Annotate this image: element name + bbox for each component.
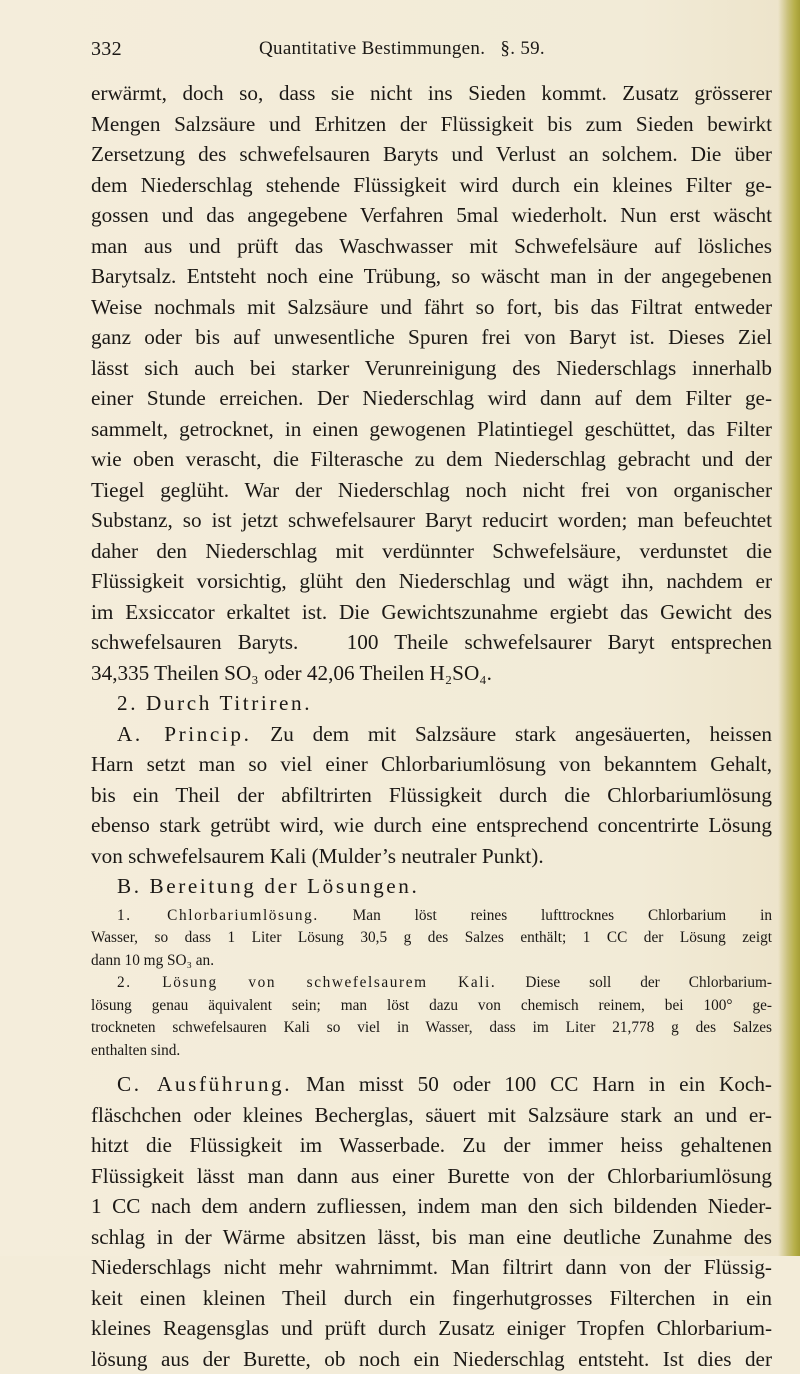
text-line: 1 CC nach dem andern zufliessen, indem man den sich bildenden Nieder-	[91, 1191, 772, 1222]
text-line: keit einen kleinen Theil durch ein fingerhutgrosses Filterchen in ein	[91, 1283, 772, 1314]
running-title: Quantitative Bestimmungen. §. 59.	[259, 38, 545, 60]
text-line: Tiegel geglüht. War der Niederschlag noch nicht frei von organischer	[91, 475, 772, 506]
text-line: daher den Niederschlag mit verdünnter Schwefelsäure, verdunstet die	[91, 536, 772, 567]
text-line: von schwefelsaurem Kali (Mulder’s neutraler Punkt).	[91, 841, 772, 872]
section-heading-titration	[91, 688, 772, 719]
preparation-heading-text: B. Bereitung der Lösungen.	[117, 874, 419, 898]
text-line: Niederschlags nicht mehr wahrnimmt. Man filtrirt dann von der Flüssig-	[91, 1252, 772, 1283]
text-line: bis ein Theil der abfiltrirten Flüssigkeit durch die Chlorbariumlösung	[91, 780, 772, 811]
text-line: Substanz, so ist jetzt schwefelsaurer Baryt reducirt worden; man befeuchtet	[91, 505, 772, 536]
execution-label: C. Ausführung.	[117, 1072, 292, 1096]
text-line	[91, 972, 772, 995]
text-line: lösung genau äquivalent sein; man löst dazu von chemisch reinem, bei 100° ge-	[91, 995, 772, 1018]
page-number: 332	[91, 38, 122, 61]
text-line: Flüssigkeit lässt man dann aus einer Burette von der Chlorbariumlösung	[91, 1161, 772, 1192]
text-line: Flüssigkeit vorsichtig, glüht den Niederschlag und wägt ihn, nachdem er	[91, 566, 772, 597]
text-line: Barytsalz. Entsteht noch eine Trübung, so wäscht man in der angegebenen	[91, 261, 772, 292]
paragraph-principle	[91, 719, 772, 872]
page-header	[91, 38, 771, 64]
text-line: Zersetzung des schwefelsauren Baryts und Verlust an solchem. Die über	[91, 139, 772, 170]
text-line: im Exsiccator erkaltet ist. Die Gewichtszunahme ergiebt das Gewicht des	[91, 597, 772, 628]
text-line: erwärmt, doch so, dass sie nicht ins Sieden kommt. Zusatz grösserer	[91, 78, 772, 109]
text-line: Mengen Salzsäure und Erhitzen der Flüssigkeit bis zum Sieden bewirkt	[91, 109, 772, 140]
text-line: enthalten sind.	[91, 1040, 772, 1063]
text-line: Weise nochmals mit Salzsäure und fährt so fort, bis das Filtrat entweder	[91, 292, 772, 323]
text-line	[91, 905, 772, 928]
text-line	[91, 719, 772, 750]
text-line: gossen und das angegebene Verfahren 5mal wiederholt. Nun erst wäscht	[91, 200, 772, 231]
text-line: 34,335 Theilen SO₃ oder 42,06 Theilen H₂SO₄.	[91, 658, 772, 689]
section-heading-text: 2. Durch Titriren.	[117, 691, 312, 715]
text-line: dann 10 mg SO₃ an.	[91, 950, 772, 973]
small-print-block	[91, 905, 772, 1063]
principle-text: Zu dem mit Salzsäure stark angesäuerten, heissen	[252, 722, 773, 746]
text-line: dem Niederschlag stehende Flüssigkeit wird durch ein kleines Filter ge-	[91, 170, 772, 201]
text-line	[91, 1069, 772, 1100]
text-line: lösung aus der Burette, ob noch ein Niederschlag entsteht. Ist dies der	[91, 1344, 772, 1374]
page-body	[91, 78, 772, 1374]
text-line: lässt sich auch bei starker Verunreinigung des Niederschlags innerhalb	[91, 353, 772, 384]
text-line: Harn setzt man so viel einer Chlorbariumlösung von bekanntem Gehalt,	[91, 749, 772, 780]
principle-label: A. Princip.	[117, 722, 252, 746]
text-line: trockneten schwefelsauren Kali so viel in Wasser, dass im Liter 21,778 g des Salzes	[91, 1017, 772, 1040]
text-line: schlag in der Wärme absitzen lässt, bis man eine deutliche Zunahme des	[91, 1222, 772, 1253]
text-line: man aus und prüft das Waschwasser mit Schwefelsäure auf lösliches	[91, 231, 772, 262]
text-line: ebenso stark getrübt wird, wie durch eine entsprechend concentrirte Lösung	[91, 810, 772, 841]
execution-text: Man misst 50 oder 100 CC Harn in ein Koch-	[292, 1072, 772, 1096]
text-line: Wasser, so dass 1 Liter Lösung 30,5 g des Salzes enthält; 1 CC der Lösung zeigt	[91, 927, 772, 950]
paragraph-execution	[91, 1069, 772, 1374]
paragraph-gravimetric	[91, 78, 772, 688]
text-line: ganz oder bis auf unwesentliche Spuren frei von Baryt ist. Dieses Ziel	[91, 322, 772, 353]
item1-label: 1. Chlorbariumlösung.	[117, 907, 319, 924]
text-line: kleines Reagensglas und prüft durch Zusatz einiger Tropfen Chlorbarium-	[91, 1313, 772, 1344]
text-line: sammelt, getrocknet, in einen gewogenen Platintiegel geschüttet, das Filter	[91, 414, 772, 445]
item2-label: 2. Lösung von schwefelsaurem Kali.	[117, 974, 496, 991]
text-line: einer Stunde erreichen. Der Niederschlag wird dann auf dem Filter ge-	[91, 383, 772, 414]
text-line: hitzt die Flüssigkeit im Wasserbade. Zu der immer heiss gehaltenen	[91, 1130, 772, 1161]
item2-text: Diese soll der Chlorbarium-	[496, 974, 772, 991]
text-line: fläschchen oder kleines Becherglas, säuert mit Salzsäure stark an und er-	[91, 1100, 772, 1131]
item1-text: Man löst reines lufttrocknes Chlorbarium in	[319, 907, 772, 924]
text-line: schwefelsauren Baryts. 100 Theile schwefelsaurer Baryt entsprechen	[91, 627, 772, 658]
section-heading-preparation	[91, 871, 772, 902]
page-edge-shadow	[778, 0, 800, 1256]
text-line: wie oben verascht, die Filterasche zu dem Niederschlag gebracht und der	[91, 444, 772, 475]
